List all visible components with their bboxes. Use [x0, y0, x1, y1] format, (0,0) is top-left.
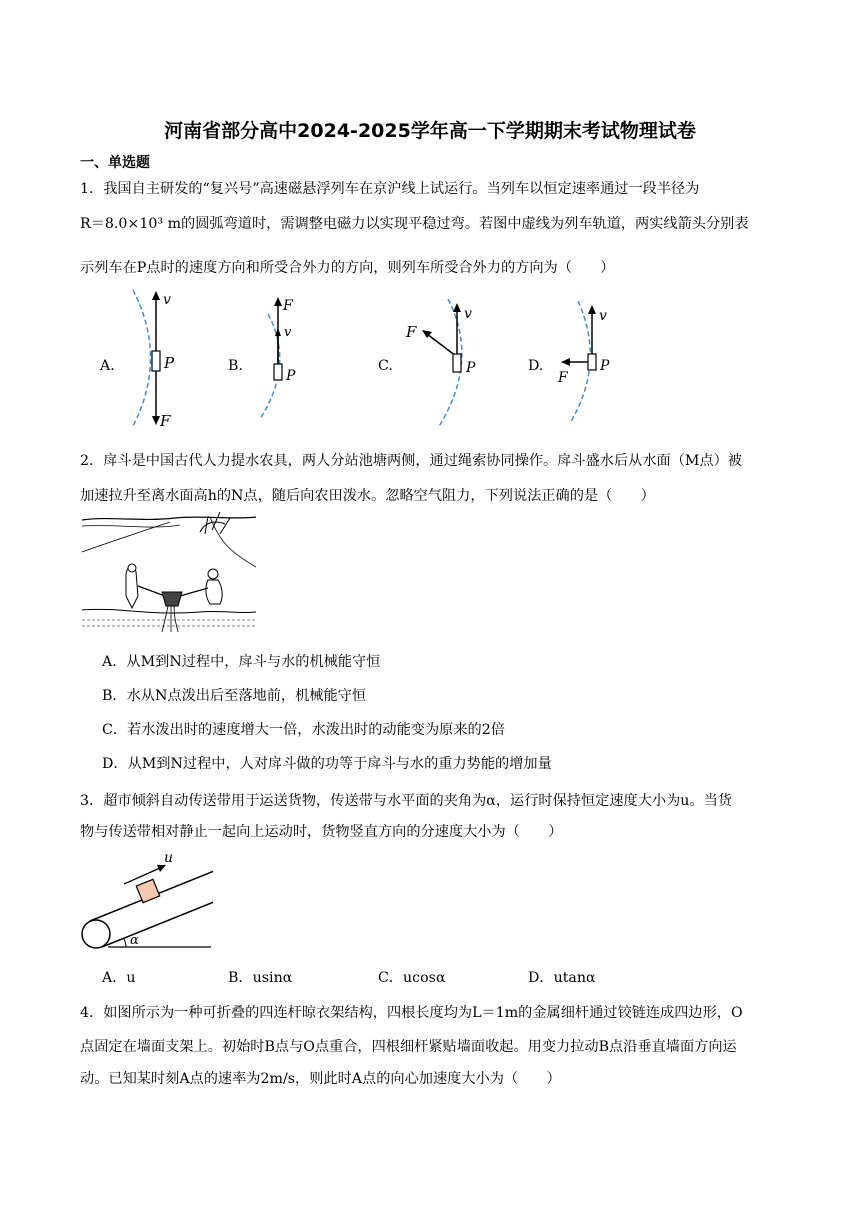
- q1-figure-b: [250, 294, 320, 424]
- right-person-figure: [206, 580, 222, 604]
- q2-option-b: B．水从N点泼出后至落地前，机械能守恒: [102, 688, 367, 704]
- velocity-arrowhead: [152, 291, 160, 300]
- q3-option-c: C．ucosα: [378, 970, 446, 986]
- label-f: F: [558, 370, 568, 386]
- belt-bottom: [102, 891, 213, 947]
- water-surface: [82, 620, 256, 626]
- ground-line: [82, 609, 256, 613]
- bank-line: [210, 517, 256, 567]
- q1-option-b-label: B.: [228, 358, 243, 374]
- train-block: [453, 354, 461, 372]
- q1-figure-a: [118, 288, 198, 428]
- force-arrowhead: [152, 416, 160, 425]
- q1-line-3: 示列车在P点时的速度方向和所受合外力的方向，则列车所受合外力的方向为（ ）: [80, 260, 615, 276]
- q3-line-2: 物与传送带相对静止一起向上运动时，货物竖直方向的分速度大小为（ ）: [80, 824, 563, 840]
- q3-option-a: A．u: [102, 970, 136, 986]
- left-person-head: [128, 564, 136, 572]
- q2-option-d: D．从M到N过程中，人对戽斗做的功等于戽斗与水的重力势能的增加量: [102, 756, 552, 772]
- label-v: v: [464, 306, 472, 322]
- page-title: 河南省部分高中2024-2025学年高一下学期期末考试物理试卷: [164, 120, 696, 142]
- q1-option-c-label: C.: [378, 358, 393, 374]
- q2-bucket-illustration: [80, 512, 258, 634]
- q1-line-1: 1．我国自主研发的“复兴号”高速磁悬浮列车在京沪线上试运行。当列车以恒定速率通过一段半径为: [80, 181, 700, 197]
- q3-line-1: 3．超市倾斜自动传送带用于运送货物，传送带与水平面的夹角为α，运行时保持恒定速度大小为u。当货: [80, 793, 732, 809]
- label-p: P: [600, 358, 610, 374]
- label-alpha: α: [130, 933, 139, 948]
- angle-arc: [124, 939, 126, 947]
- cargo-box: [136, 879, 159, 902]
- train-block: [274, 364, 282, 380]
- force-arrowhead: [561, 358, 570, 366]
- q3-conveyor-diagram: [78, 850, 213, 950]
- label-u: u: [164, 850, 174, 866]
- curved-track-line: [133, 290, 151, 426]
- q2-option-c: C．若水泼出时的速度增大一倍，水泼出时的动能变为原来的2倍: [102, 722, 505, 738]
- bucket-shape: [162, 592, 182, 606]
- label-v: v: [599, 308, 607, 324]
- q2-line-1: 2．戽斗是中国古代人力提水农具，两人分站池塘两侧，通过绳索协同操作。戽斗盛水后从水面（M点）被: [80, 453, 742, 469]
- q4-line-1: 4．如图所示为一种可折叠的四连杆晾衣架结构，四根长度均为L＝1m的金属细杆通过铰链连成四边形，O: [80, 1005, 743, 1021]
- q1-figure-c: [400, 296, 490, 431]
- train-block: [588, 354, 596, 370]
- q1-option-d-label: D.: [528, 358, 544, 374]
- force-arrow: [427, 334, 456, 356]
- q1-line-2: R＝8.0×10³ m的圆弧弯道时，需调整电磁力以实现平稳过弯。若图中虚线为列车轨道，两实线箭头分别表: [80, 216, 749, 232]
- q2-option-a: A．从M到N过程中，戽斗与水的机械能守恒: [102, 654, 381, 670]
- field-edge-line: [82, 525, 180, 527]
- reed-plant: [200, 512, 230, 534]
- water-stream: [162, 606, 178, 632]
- q3-option-d: D．utanα: [528, 970, 596, 986]
- q1-figure-d: [548, 298, 628, 428]
- section-heading: 一、单选题: [80, 155, 150, 171]
- q1-option-a-label: A.: [100, 358, 115, 374]
- train-block: [152, 351, 160, 371]
- q2-line-2: 加速拉升至离水面高h的N点，随后向农田泼水。忽略空气阻力，下列说法正确的是（ ）: [80, 488, 655, 504]
- label-f: F: [160, 412, 171, 428]
- label-f: F: [283, 298, 293, 314]
- label-f: F: [406, 323, 417, 341]
- label-v: v: [284, 325, 292, 340]
- velocity-arrowhead: [453, 303, 461, 312]
- force-arrowhead: [274, 297, 282, 306]
- label-v: v: [163, 292, 171, 308]
- label-p: P: [286, 368, 296, 384]
- q3-option-b: B．usinα: [228, 970, 293, 986]
- velocity-arrowhead: [588, 305, 596, 314]
- q4-line-2: 点固定在墙面支架上。初始时B点与O点重合，四根细杆紧贴墙面收起。用变力拉动B点沿垂直墙面方向运: [80, 1039, 737, 1055]
- q4-line-3: 动。已知某时刻A点的速率为2m/s，则此时A点的向心加速度大小为（ ）: [80, 1071, 561, 1087]
- right-person-head: [208, 569, 218, 579]
- label-p: P: [164, 354, 175, 372]
- velocity-arrow: [124, 868, 160, 884]
- label-p: P: [466, 360, 476, 376]
- lower-roller: [82, 920, 110, 948]
